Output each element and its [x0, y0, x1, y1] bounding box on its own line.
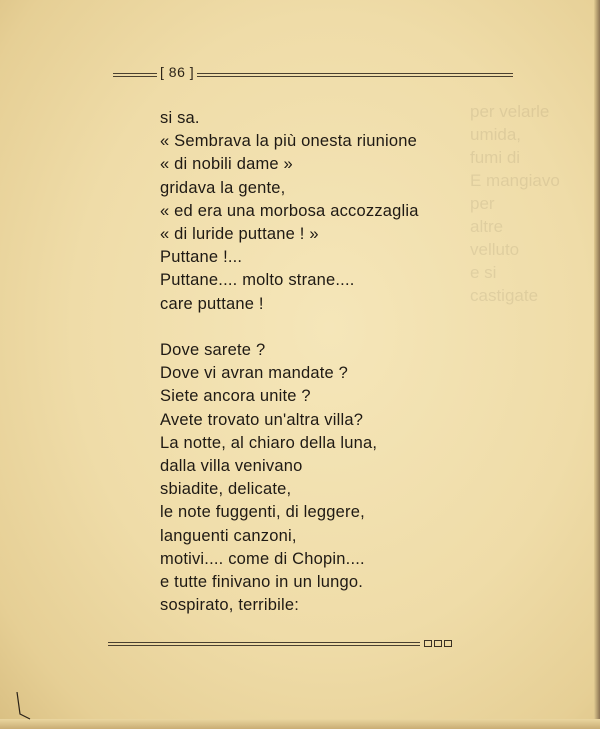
ornament-box-icon: [444, 640, 452, 647]
poem-line: Dove vi avran mandate ?: [160, 364, 349, 383]
poem-line: « di nobili dame »: [160, 155, 293, 174]
poem-line: languenti canzoni,: [160, 526, 297, 545]
header-rule-right: [197, 73, 513, 77]
stanza-break: [160, 316, 490, 339]
poem-line: Dove sarete ?: [160, 341, 266, 360]
ink-smudge-icon: [14, 692, 32, 720]
page-edge-bottom: [0, 719, 600, 729]
ornament-box-icon: [434, 640, 442, 647]
poem-line: e tutte finivano in un lungo.: [160, 573, 364, 592]
footer-rule-line: [108, 642, 420, 646]
header-rule-left: [113, 73, 157, 77]
poem-line: sospirato, terribile:: [160, 596, 300, 615]
poem-text: [160, 107, 490, 617]
poem-line: Siete ancora unite ?: [160, 387, 311, 406]
poem-line: Puttane !...: [160, 248, 243, 267]
poem-line: dalla villa venivano: [160, 457, 303, 476]
poem-line: gridava la gente,: [160, 178, 286, 197]
poem-line: Puttane.... molto strane....: [160, 271, 355, 290]
footer-rule: [108, 638, 458, 652]
ornament-box-icon: [424, 640, 432, 647]
page-edge-right: [594, 0, 600, 729]
poem-line: motivi.... come di Chopin....: [160, 549, 365, 568]
page-number: [ 86 ]: [160, 64, 195, 80]
show-through-text: per velarle umida, fumi di E mangiavo per altre velluto e si castigate: [470, 102, 560, 305]
footer-ornament: [424, 638, 452, 647]
poem-line: care puttane !: [160, 294, 264, 313]
poem-line: si sa.: [160, 109, 200, 127]
poem-line: « di luride puttane ! »: [160, 225, 319, 244]
poem-line: « ed era una morbosa accozzaglia: [160, 201, 419, 220]
header-rule: [113, 64, 513, 82]
poem-line: Avete trovato un'altra villa?: [160, 410, 364, 429]
poem-line: La notte, al chiaro della luna,: [160, 433, 378, 452]
poem-line: sbiadite, delicate,: [160, 480, 292, 499]
poem-line: « Sembrava la più onesta riunione: [160, 132, 418, 151]
poem-line: le note fuggenti, di leggere,: [160, 503, 365, 522]
